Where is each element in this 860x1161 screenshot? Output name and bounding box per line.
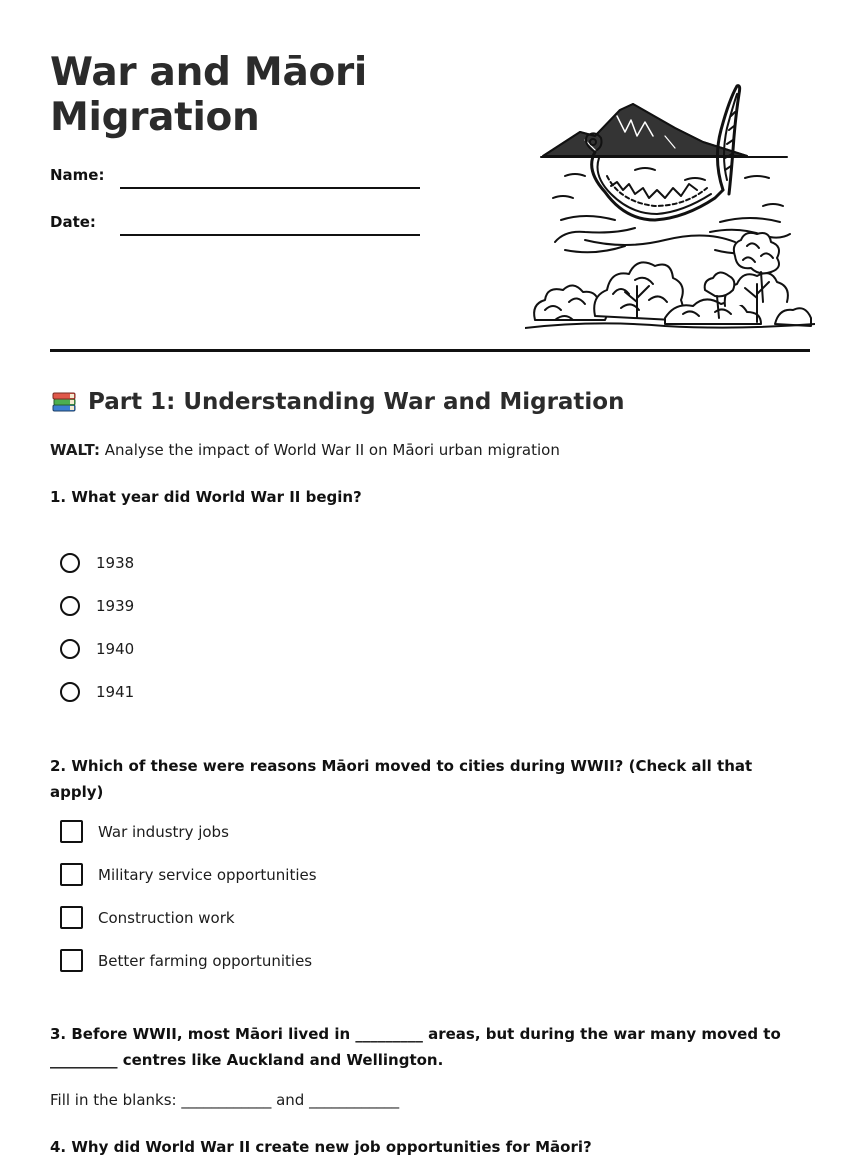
waka-canoe-illustration [525, 80, 815, 332]
walt-statement [50, 441, 560, 459]
radio-button[interactable] [60, 682, 80, 702]
header-divider [50, 349, 810, 352]
checkbox[interactable] [60, 863, 83, 886]
radio-button[interactable] [60, 596, 80, 616]
option-label: 1938 [96, 554, 135, 572]
date-label: Date: [50, 213, 96, 231]
q2-option-military-service[interactable] [60, 863, 317, 886]
date-field[interactable] [120, 234, 420, 236]
checkbox[interactable] [60, 906, 83, 929]
q1-option-1938[interactable] [60, 553, 134, 573]
radio-button[interactable] [60, 553, 80, 573]
checkbox[interactable] [60, 820, 83, 843]
option-label: Better farming opportunities [98, 951, 313, 970]
radio-button[interactable] [60, 639, 80, 659]
option-label: Military service opportunities [98, 865, 317, 884]
checkbox[interactable] [60, 949, 83, 972]
option-label: 1940 [96, 640, 135, 658]
name-field[interactable] [120, 187, 420, 189]
option-label: Construction work [98, 908, 235, 927]
fill-in-the-blanks[interactable]: Fill in the blanks: ____________ and ____________ [50, 1091, 400, 1109]
q1-option-1941[interactable] [60, 682, 134, 702]
part-1-heading-text: Part 1: Understanding War and Migration [88, 389, 625, 415]
walt-label: WALT: [50, 441, 100, 459]
worksheet-title: War and Māori Migration [50, 50, 367, 140]
q2-option-better-farming[interactable] [60, 949, 312, 972]
question-3: 3. Before WWII, most Māori lived in _________ areas, but during the war many moved to _________ centres like Auckland and Wellington. [50, 1025, 781, 1069]
option-label: 1939 [96, 597, 135, 615]
q2-option-construction-work[interactable] [60, 906, 235, 929]
walt-text: Analyse the impact of World War II on Māori urban migration [99, 441, 560, 459]
option-label: 1941 [96, 683, 135, 701]
q2-option-war-industry-jobs[interactable] [60, 820, 229, 843]
q1-option-1940[interactable] [60, 639, 134, 659]
option-label: War industry jobs [98, 822, 229, 841]
question-2: 2. Which of these were reasons Māori moved to cities during WWII? (Check all that apply) [50, 757, 753, 801]
part-1-heading [50, 388, 624, 416]
q1-option-1939[interactable] [60, 596, 134, 616]
name-label: Name: [50, 166, 105, 184]
books-icon [50, 388, 78, 416]
question-1: 1. What year did World War II begin? [50, 488, 362, 506]
question-4: 4. Why did World War II create new job opportunities for Māori? [50, 1138, 592, 1156]
